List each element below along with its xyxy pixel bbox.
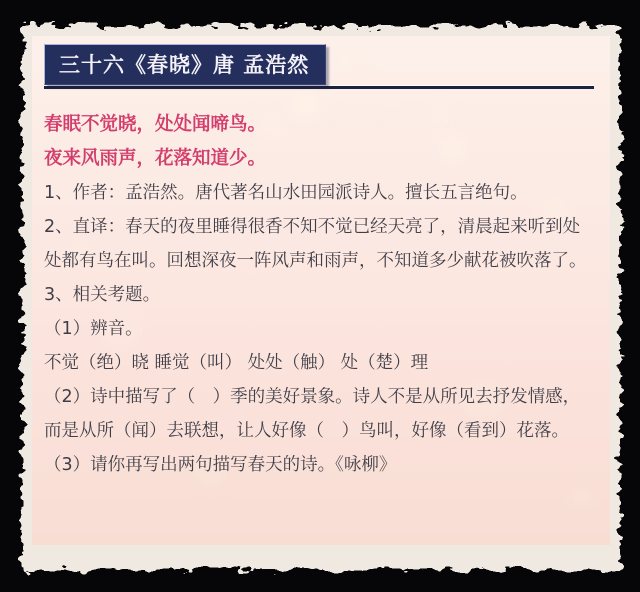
note-questions-heading: 3、相关考题。 xyxy=(44,285,161,305)
lesson-title: 三十六《春晓》唐 孟浩然 xyxy=(59,53,310,77)
title-underline xyxy=(44,85,594,89)
worksheet-page xyxy=(44,44,596,482)
question-1-heading: （1）辨音。 xyxy=(44,319,143,339)
poem-line-2: 夜来风雨声，花落知道少。 xyxy=(44,148,267,169)
question-3: （3）请你再写出两句描写春天的诗。《咏柳》 xyxy=(44,455,397,475)
note-author: 1、作者：孟浩然。唐代著名山水田园派诗人。擅长五言绝句。 xyxy=(44,183,528,203)
lesson-title-bar xyxy=(44,44,326,85)
poem-line-1: 春眠不觉晓，处处闻啼鸟。 xyxy=(44,114,267,135)
note-translation: 2、直译：春天的夜里睡得很香不知不觉已经天亮了，清晨起来听到处处都有鸟在叫。回想深夜一阵风声和雨声，不知道多少献花被吹落了。 xyxy=(44,217,587,271)
question-1-items: 不觉（绝）晓 睡觉（叫） 处处（触） 处（楚）理 xyxy=(44,353,429,373)
question-2: （2）诗中描写了（ ）季的美好景象。诗人不是从所见去抒发情感，而是从所（闻）去联想，让人好像（ ）鸟叫，好像（看到）花落。 xyxy=(44,387,581,441)
worksheet-body xyxy=(44,108,596,482)
